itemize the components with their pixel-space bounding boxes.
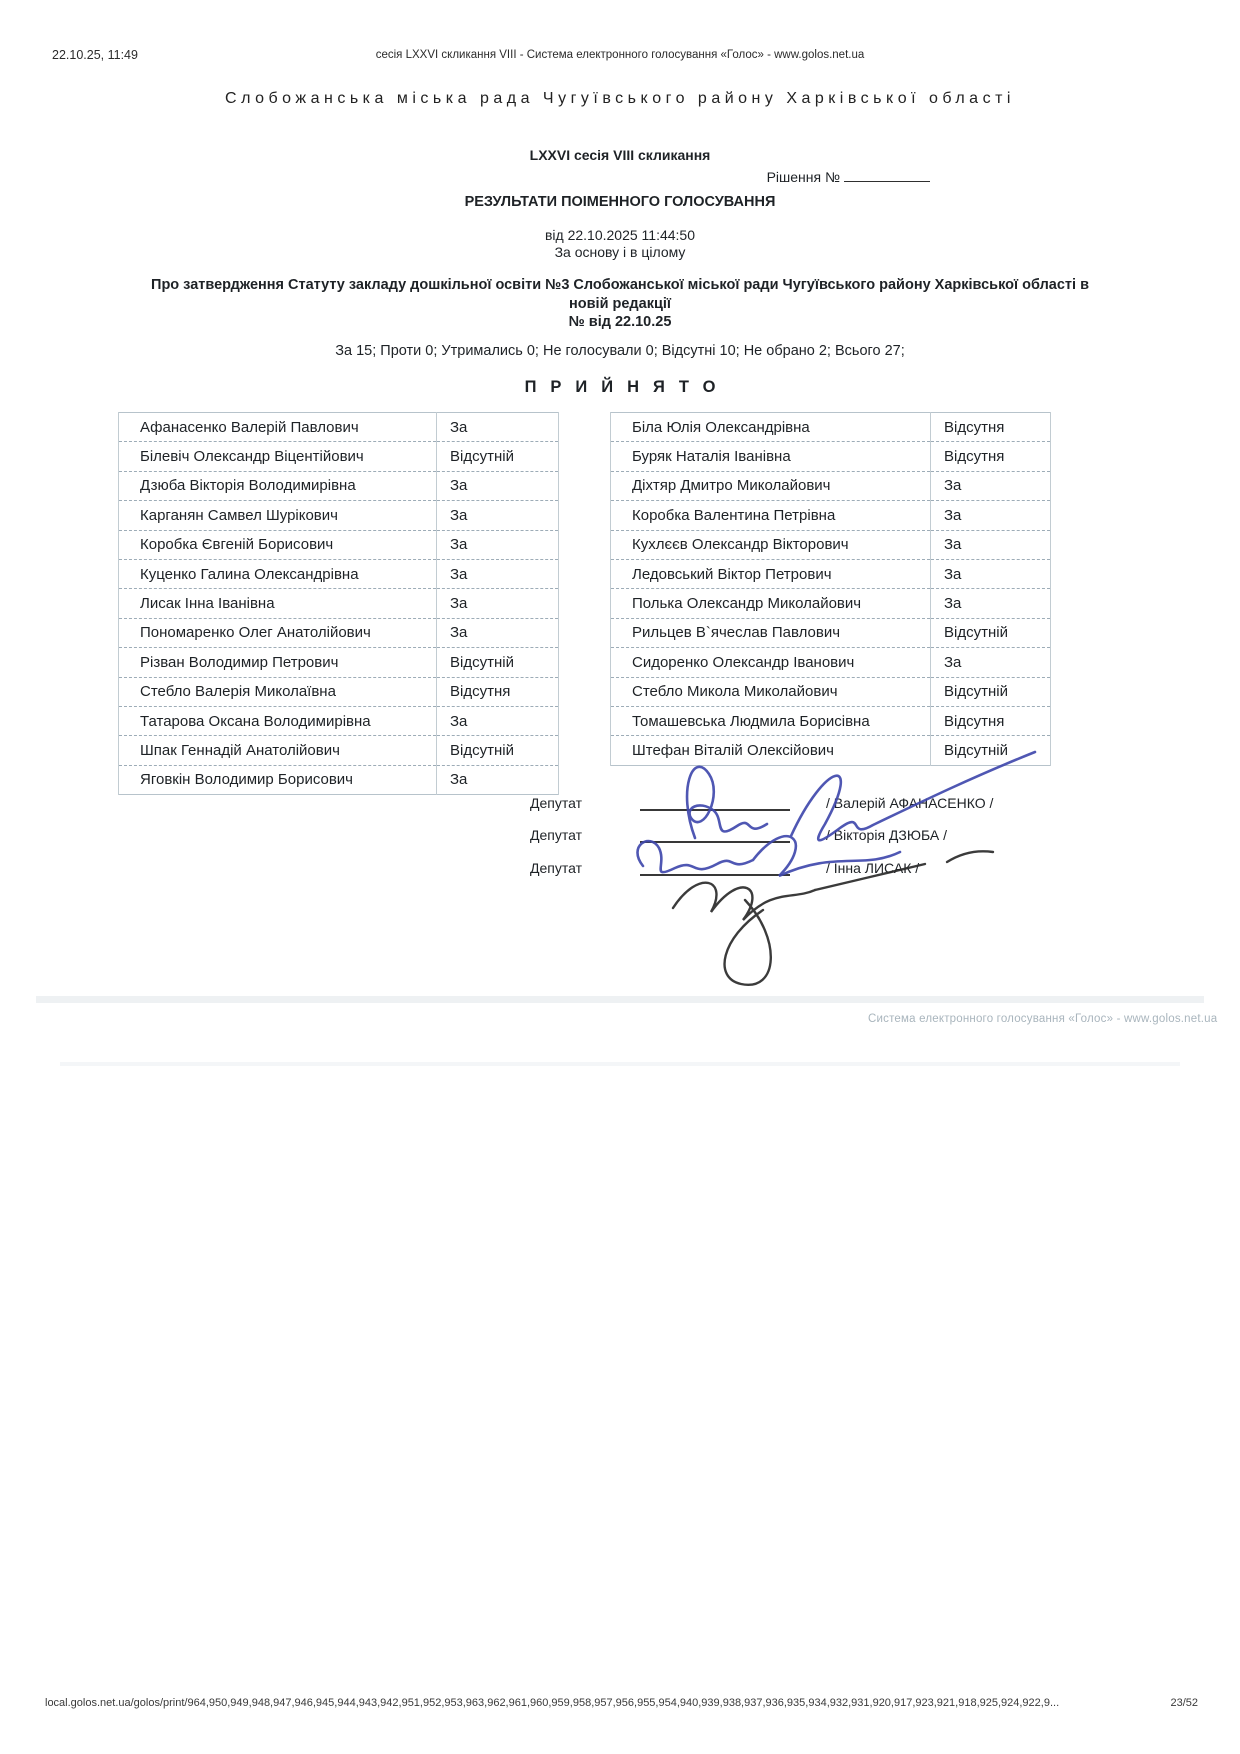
signature-role-label: Депутат <box>530 795 582 811</box>
deputy-name: Лисак Інна Іванівна <box>119 589 437 618</box>
vote-table-right <box>610 412 1051 766</box>
signature-line <box>640 823 790 843</box>
decision-label: Рішення № <box>766 169 840 185</box>
deputy-name: Коробка Євгеній Борисович <box>119 530 437 559</box>
table-row <box>119 413 559 442</box>
council-title: Слобожанська міська рада Чугуївського району Харківської області <box>225 90 1015 107</box>
vote-subject <box>130 276 1110 332</box>
deputy-name: Кухлєєв Олександр Вікторович <box>611 530 931 559</box>
deputy-name: Карганян Самвел Шурікович <box>119 501 437 530</box>
table-row <box>611 442 1051 471</box>
table-row <box>611 648 1051 677</box>
deputy-name: Татарова Оксана Володимирівна <box>119 706 437 735</box>
vote-value: Відсутня <box>437 677 559 706</box>
subject-text: Про затвердження Статуту закладу дошкільної освіти №3 Слобожанської міської ради Чугуївського району Харківської області в новій редакції <box>151 277 1089 312</box>
deputy-name: Ледовський Віктор Петрович <box>611 559 931 588</box>
deputy-name: Біла Юлія Олександрівна <box>611 413 931 442</box>
table-row <box>119 677 559 706</box>
signature-row <box>530 856 1150 876</box>
deputy-name: Штефан Віталій Олексійович <box>611 736 931 765</box>
vote-value: За <box>931 648 1051 677</box>
table-row <box>119 736 559 765</box>
signatory-name: / Інна ЛИСАК / <box>826 860 920 876</box>
vote-value: За <box>931 589 1051 618</box>
table-row <box>611 589 1051 618</box>
table-row <box>611 736 1051 765</box>
deputy-name: Буряк Наталія Іванівна <box>611 442 931 471</box>
table-row <box>611 471 1051 500</box>
deputy-name: Стебло Микола Миколайович <box>611 677 931 706</box>
deputy-name: Різван Володимир Петрович <box>119 648 437 677</box>
vote-table-left <box>118 412 559 795</box>
session-title: LXXVI сесія VIII скликання <box>529 147 711 163</box>
signature-role-label: Депутат <box>530 827 582 843</box>
print-footer-page-number: 23/52 <box>1170 1697 1198 1709</box>
deputy-name: Томашевська Людмила Борисівна <box>611 706 931 735</box>
vote-value: За <box>931 559 1051 588</box>
vote-value: За <box>437 471 559 500</box>
table-row <box>611 559 1051 588</box>
deputy-name: Шпак Геннадій Анатолійович <box>119 736 437 765</box>
vote-datetime: від 22.10.2025 11:44:50 <box>544 227 696 243</box>
deputy-name: Афанасенко Валерій Павлович <box>119 413 437 442</box>
vote-value: За <box>437 765 559 794</box>
decision-blank-line <box>844 167 930 182</box>
deputy-name: Полька Олександр Миколайович <box>611 589 931 618</box>
vote-value: За <box>437 706 559 735</box>
signatory-name: / Валерій АФАНАСЕНКО / <box>826 795 994 811</box>
vote-value: Відсутній <box>931 618 1051 647</box>
deputy-name: Дзюба Вікторія Володимирівна <box>119 471 437 500</box>
deputy-name: Яговкін Володимир Борисович <box>119 765 437 794</box>
table-row <box>611 706 1051 735</box>
vote-value: Відсутній <box>437 648 559 677</box>
table-row <box>611 413 1051 442</box>
vote-value: За <box>437 589 559 618</box>
deputy-name: Стебло Валерія Миколаївна <box>119 677 437 706</box>
table-row <box>611 501 1051 530</box>
print-header-title: сесія LXXVI скликання VIII - Система електронного голосування «Голос» - www.golos.net.ua <box>375 49 865 61</box>
print-footer-url: local.golos.net.ua/golos/print/964,950,949,948,947,946,945,944,943,942,951,952,953,963,962,961,960,959,958,957,956,955,954,940,939,938,937,936,935,934,932,931,920,917,923,921,918,925,924,922,9... <box>45 1697 1060 1709</box>
vote-value: Відсутній <box>931 736 1051 765</box>
subject-number: № від 22.10.25 <box>568 314 672 330</box>
table-row <box>611 618 1051 647</box>
table-row <box>119 589 559 618</box>
vote-value: За <box>931 501 1051 530</box>
vote-value: За <box>437 530 559 559</box>
table-row <box>119 648 559 677</box>
table-row <box>611 530 1051 559</box>
vote-value: Відсутня <box>931 442 1051 471</box>
decision-number-line <box>767 167 930 185</box>
table-row <box>119 442 559 471</box>
deputy-name: Пономаренко Олег Анатолійович <box>119 618 437 647</box>
table-row <box>119 559 559 588</box>
vote-result: ПРИЙНЯТО <box>524 378 730 396</box>
vote-value: За <box>931 530 1051 559</box>
deputy-name: Коробка Валентина Петрівна <box>611 501 931 530</box>
vote-value: Відсутня <box>931 706 1051 735</box>
vote-summary: За 15; Проти 0; Утримались 0; Не голосували 0; Відсутні 10; Не обрано 2; Всього 27; <box>335 343 905 359</box>
deputy-name: Діхтяр Дмитро Миколайович <box>611 471 931 500</box>
table-row <box>119 501 559 530</box>
deputy-name: Сидоренко Олександр Іванович <box>611 648 931 677</box>
table-row <box>119 706 559 735</box>
signature-line <box>640 856 790 876</box>
vote-value: За <box>437 501 559 530</box>
vote-value: Відсутній <box>931 677 1051 706</box>
deputy-name: Куценко Галина Олександрівна <box>119 559 437 588</box>
deputy-name: Білевіч Олександр Віцентійович <box>119 442 437 471</box>
table-row <box>119 471 559 500</box>
vote-value: За <box>437 413 559 442</box>
print-footer <box>45 1697 1198 1709</box>
vote-value: Відсутній <box>437 442 559 471</box>
vote-stage: За основу і в цілому <box>554 244 686 260</box>
table-row <box>119 618 559 647</box>
deputy-name: Рильцев В`ячеслав Павлович <box>611 618 931 647</box>
results-heading: РЕЗУЛЬТАТИ ПОІМЕННОГО ГОЛОСУВАННЯ <box>464 194 776 210</box>
vote-value: За <box>437 559 559 588</box>
vote-value: За <box>437 618 559 647</box>
scan-artifact-band <box>60 1062 1180 1066</box>
signature-line <box>640 791 790 811</box>
vote-value: За <box>931 471 1051 500</box>
signature-role-label: Депутат <box>530 860 582 876</box>
vote-value: Відсутня <box>931 413 1051 442</box>
system-watermark: Система електронного голосування «Голос» - www.golos.net.ua <box>868 1013 1218 1025</box>
signature-row <box>530 791 1150 811</box>
signature-row <box>530 823 1150 843</box>
table-row <box>611 677 1051 706</box>
print-datetime: 22.10.25, 11:49 <box>52 48 138 62</box>
vote-value: Відсутній <box>437 736 559 765</box>
scan-artifact-band <box>36 996 1204 1003</box>
signatory-name: / Вікторія ДЗЮБА / <box>826 827 947 843</box>
table-row <box>119 530 559 559</box>
table-row <box>119 765 559 794</box>
